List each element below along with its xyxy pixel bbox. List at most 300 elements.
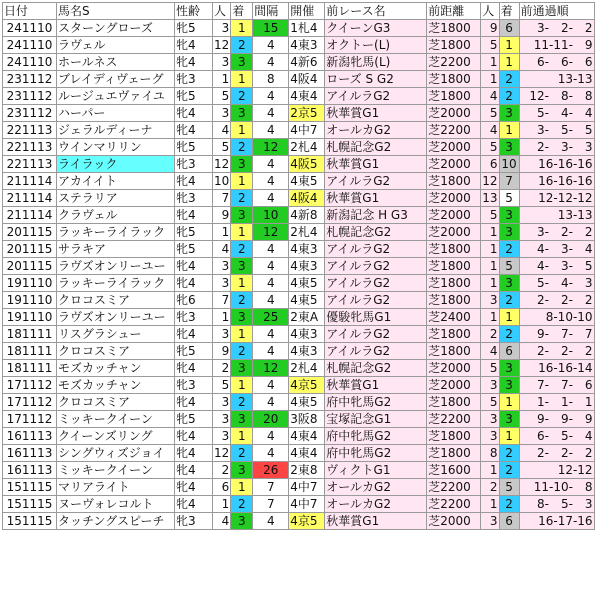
cell-sex-age: 牝5 — [175, 139, 213, 156]
cell-prev-passing: 1- 1- 1 — [519, 394, 594, 411]
cell-horse-name[interactable]: サラキア — [57, 241, 175, 258]
cell-meeting: 4阪5 — [289, 156, 325, 173]
header-gap: 間隔 — [253, 3, 289, 20]
cell-interval: 4 — [253, 428, 289, 445]
cell-sex-age: 牝4 — [175, 445, 213, 462]
cell-prev-passing: 12- 8- 8 — [519, 88, 594, 105]
cell-horse-name[interactable]: ラヴェル — [57, 37, 175, 54]
cell-meeting: 4東4 — [289, 428, 325, 445]
cell-sex-age: 牝3 — [175, 309, 213, 326]
cell-prev-distance: 芝2200 — [427, 122, 481, 139]
cell-finish: 3 — [231, 513, 253, 530]
cell-prev-distance: 芝2200 — [427, 411, 481, 428]
cell-prev-popularity: 3 — [481, 377, 499, 394]
cell-sex-age: 牝3 — [175, 190, 213, 207]
cell-horse-name[interactable]: ライラック — [57, 156, 175, 173]
cell-popularity: 3 — [213, 20, 231, 37]
cell-prev-popularity: 5 — [481, 139, 499, 156]
cell-prev-passing: 8- 5- 3 — [519, 496, 594, 513]
cell-prev-passing: 13-13 — [519, 207, 594, 224]
cell-interval: 10 — [253, 207, 289, 224]
cell-horse-name[interactable]: ウインマリリン — [57, 139, 175, 156]
cell-prev-finish: 1 — [499, 122, 519, 139]
cell-prev-popularity: 2 — [481, 326, 499, 343]
header-sexage: 性齢 — [175, 3, 213, 20]
cell-horse-name[interactable]: ラヴズオンリーユー — [57, 309, 175, 326]
cell-prev-popularity: 3 — [481, 292, 499, 309]
cell-horse-name[interactable]: スターングローズ — [57, 20, 175, 37]
cell-prev-finish: 3 — [499, 207, 519, 224]
cell-prev-finish: 3 — [499, 411, 519, 428]
cell-prev-race: アイルラG2 — [325, 292, 427, 309]
cell-sex-age: 牝4 — [175, 122, 213, 139]
cell-prev-passing: 6- 5- 4 — [519, 428, 594, 445]
cell-date: 151115 — [3, 479, 57, 496]
cell-date: 191110 — [3, 292, 57, 309]
cell-popularity: 1 — [213, 496, 231, 513]
cell-horse-name[interactable]: タッチングスピーチ — [57, 513, 175, 530]
cell-prev-finish: 2 — [499, 292, 519, 309]
cell-finish: 2 — [231, 292, 253, 309]
cell-meeting: 4東5 — [289, 292, 325, 309]
cell-interval: 25 — [253, 309, 289, 326]
cell-meeting: 4東5 — [289, 275, 325, 292]
cell-prev-finish: 2 — [499, 445, 519, 462]
cell-prev-race: 府中牝馬G2 — [325, 428, 427, 445]
cell-finish: 3 — [231, 105, 253, 122]
cell-meeting: 2札4 — [289, 139, 325, 156]
cell-prev-popularity: 9 — [481, 20, 499, 37]
cell-date: 241110 — [3, 37, 57, 54]
cell-popularity: 4 — [213, 122, 231, 139]
cell-prev-passing: 3- 2- 2 — [519, 224, 594, 241]
cell-horse-name[interactable]: ステラリア — [57, 190, 175, 207]
cell-meeting: 4東3 — [289, 37, 325, 54]
cell-meeting: 4新8 — [289, 207, 325, 224]
cell-date: 211114 — [3, 173, 57, 190]
cell-prev-passing: 8-10-10 — [519, 309, 594, 326]
cell-finish: 2 — [231, 445, 253, 462]
cell-prev-passing: 2- 2- 2 — [519, 292, 594, 309]
cell-interval: 4 — [253, 326, 289, 343]
cell-horse-name[interactable]: ラヴズオンリーユー — [57, 258, 175, 275]
cell-prev-passing: 7- 7- 6 — [519, 377, 594, 394]
cell-prev-race: オクトー(L) — [325, 37, 427, 54]
cell-horse-name[interactable]: クラヴェル — [57, 207, 175, 224]
cell-popularity: 3 — [213, 275, 231, 292]
cell-interval: 4 — [253, 190, 289, 207]
cell-prev-passing: 16-16-16 — [519, 173, 594, 190]
cell-prev-distance: 芝1800 — [427, 71, 481, 88]
cell-interval: 15 — [253, 20, 289, 37]
cell-popularity: 3 — [213, 411, 231, 428]
cell-popularity: 2 — [213, 462, 231, 479]
cell-prev-popularity: 1 — [481, 258, 499, 275]
cell-date: 171112 — [3, 377, 57, 394]
cell-sex-age: 牝4 — [175, 360, 213, 377]
cell-date: 211114 — [3, 190, 57, 207]
cell-popularity: 1 — [213, 71, 231, 88]
cell-prev-distance: 芝2200 — [427, 54, 481, 71]
cell-finish: 2 — [231, 241, 253, 258]
cell-prev-distance: 芝2000 — [427, 207, 481, 224]
cell-prev-distance: 芝1800 — [427, 258, 481, 275]
table-row — [3, 411, 595, 428]
cell-finish: 1 — [231, 326, 253, 343]
cell-horse-name[interactable]: クイーンズリング — [57, 428, 175, 445]
cell-date: 231112 — [3, 105, 57, 122]
cell-interval: 12 — [253, 224, 289, 241]
cell-prev-distance: 芝2000 — [427, 377, 481, 394]
cell-meeting: 3阪8 — [289, 411, 325, 428]
cell-date: 201115 — [3, 224, 57, 241]
table-row — [3, 122, 595, 139]
cell-popularity: 2 — [213, 360, 231, 377]
cell-prev-race: ローズ S G2 — [325, 71, 427, 88]
cell-prev-race: 府中牝馬G2 — [325, 445, 427, 462]
cell-prev-popularity: 5 — [481, 105, 499, 122]
cell-sex-age: 牝5 — [175, 241, 213, 258]
cell-horse-name[interactable]: モズカッチャン — [57, 360, 175, 377]
cell-horse-name[interactable]: ラッキーライラック — [57, 275, 175, 292]
cell-interval: 4 — [253, 258, 289, 275]
table-row — [3, 71, 595, 88]
cell-finish: 1 — [231, 275, 253, 292]
table-body — [3, 20, 595, 530]
cell-sex-age: 牝3 — [175, 513, 213, 530]
table-row — [3, 479, 595, 496]
cell-prev-finish: 10 — [499, 156, 519, 173]
cell-horse-name[interactable]: ミッキークイーン — [57, 411, 175, 428]
cell-finish: 2 — [231, 37, 253, 54]
cell-prev-finish: 2 — [499, 326, 519, 343]
cell-popularity: 12 — [214, 38, 230, 52]
cell-prev-distance: 芝2000 — [427, 513, 481, 530]
cell-prev-race: アイルラG2 — [325, 343, 427, 360]
cell-date: 151115 — [3, 513, 57, 530]
cell-meeting: 1札4 — [289, 20, 325, 37]
cell-prev-finish: 2 — [499, 496, 519, 513]
cell-prev-popularity: 3 — [481, 513, 499, 530]
table-row — [3, 360, 595, 377]
cell-meeting: 4東3 — [289, 258, 325, 275]
cell-sex-age: 牝4 — [175, 258, 213, 275]
cell-popularity: 9 — [213, 207, 231, 224]
cell-prev-finish: 1 — [499, 54, 519, 71]
header-course: 開催 — [289, 3, 325, 20]
cell-date: 201115 — [3, 258, 57, 275]
header-pass: 前通過順 — [519, 3, 594, 20]
cell-date: 161113 — [3, 462, 57, 479]
cell-popularity: 4 — [213, 241, 231, 258]
cell-prev-popularity: 5 — [481, 37, 499, 54]
cell-prev-popularity: 12 — [482, 174, 498, 188]
cell-interval: 26 — [253, 462, 289, 479]
table-row — [3, 224, 595, 241]
cell-sex-age: 牝3 — [175, 71, 213, 88]
cell-prev-race: 優駿牝馬G1 — [325, 309, 427, 326]
cell-sex-age: 牝6 — [175, 292, 213, 309]
cell-prev-finish: 1 — [499, 394, 519, 411]
cell-prev-race: 秋華賞G1 — [325, 156, 427, 173]
cell-prev-popularity: 1 — [481, 71, 499, 88]
table-row — [3, 241, 595, 258]
cell-popularity: 3 — [213, 428, 231, 445]
cell-prev-race: 新潟牝馬(L) — [325, 54, 427, 71]
cell-prev-distance: 芝1800 — [427, 292, 481, 309]
cell-prev-race: 秋華賞G1 — [325, 105, 427, 122]
table-row — [3, 139, 595, 156]
cell-interval: 12 — [253, 139, 289, 156]
cell-horse-name[interactable]: リスグラシュー — [57, 326, 175, 343]
race-results-table — [2, 2, 595, 530]
cell-meeting: 4東3 — [289, 241, 325, 258]
cell-interval: 4 — [253, 377, 289, 394]
cell-prev-popularity: 1 — [481, 241, 499, 258]
cell-prev-finish: 3 — [499, 224, 519, 241]
cell-prev-popularity: 8 — [481, 445, 499, 462]
cell-prev-popularity: 5 — [481, 207, 499, 224]
cell-sex-age: 牝4 — [175, 496, 213, 513]
cell-prev-popularity: 5 — [481, 360, 499, 377]
cell-prev-race: 秋華賞G1 — [325, 190, 427, 207]
table-row — [3, 445, 595, 462]
cell-date: 181111 — [3, 326, 57, 343]
cell-prev-race: アイルラG2 — [325, 275, 427, 292]
cell-sex-age: 牝4 — [175, 37, 213, 54]
cell-prev-finish: 3 — [499, 105, 519, 122]
cell-date: 221113 — [3, 156, 57, 173]
cell-prev-distance: 芝1800 — [427, 88, 481, 105]
cell-date: 171112 — [3, 394, 57, 411]
cell-finish: 3 — [231, 207, 253, 224]
cell-horse-name[interactable]: アカイイト — [57, 173, 175, 190]
cell-finish: 1 — [231, 173, 253, 190]
cell-prev-race: 札幌記念G2 — [325, 224, 427, 241]
header-ppop: 人 — [481, 3, 499, 20]
cell-prev-passing: 2- 2- 2 — [519, 343, 594, 360]
cell-prev-finish: 1 — [499, 309, 519, 326]
cell-meeting: 4東5 — [289, 173, 325, 190]
table-row — [3, 105, 595, 122]
cell-prev-passing: 9- 7- 7 — [519, 326, 594, 343]
cell-interval: 4 — [253, 275, 289, 292]
header-row — [3, 3, 595, 20]
cell-sex-age: 牝4 — [175, 173, 213, 190]
cell-horse-name[interactable]: クロコスミア — [57, 343, 175, 360]
table-row — [3, 258, 595, 275]
cell-prev-popularity: 1 — [481, 275, 499, 292]
cell-prev-distance: 芝2000 — [427, 105, 481, 122]
cell-prev-race: 秋華賞G1 — [325, 513, 427, 530]
cell-prev-finish: 3 — [499, 275, 519, 292]
cell-prev-popularity: 1 — [481, 496, 499, 513]
cell-prev-popularity: 1 — [481, 309, 499, 326]
cell-prev-passing: 16-16-16 — [519, 156, 594, 173]
cell-meeting: 4東3 — [289, 343, 325, 360]
table-row — [3, 173, 595, 190]
cell-sex-age: 牝3 — [175, 377, 213, 394]
cell-meeting: 2京5 — [289, 105, 325, 122]
table-row — [3, 275, 595, 292]
cell-finish: 1 — [231, 377, 253, 394]
cell-meeting: 4中7 — [289, 479, 325, 496]
cell-horse-name[interactable]: シングウィズジョイ — [57, 445, 175, 462]
cell-finish: 3 — [231, 54, 253, 71]
header-dist: 前距離 — [427, 3, 481, 20]
cell-popularity: 1 — [213, 224, 231, 241]
cell-sex-age: 牝5 — [175, 20, 213, 37]
cell-horse-name[interactable]: ハーパー — [57, 105, 175, 122]
header-name: 馬名S — [57, 3, 175, 20]
cell-horse-name[interactable]: モズカッチャン — [57, 377, 175, 394]
cell-meeting: 4中7 — [289, 496, 325, 513]
cell-prev-passing: 2- 3- 3 — [519, 139, 594, 156]
cell-horse-name[interactable]: ジェラルディーナ — [57, 122, 175, 139]
table-row — [3, 377, 595, 394]
cell-prev-race: クイーンG3 — [325, 20, 427, 37]
cell-finish: 3 — [231, 156, 253, 173]
cell-popularity: 5 — [213, 88, 231, 105]
cell-prev-passing: 12-12-12 — [519, 190, 594, 207]
cell-prev-finish: 2 — [499, 241, 519, 258]
cell-prev-distance: 芝2000 — [427, 139, 481, 156]
cell-prev-popularity: 6 — [481, 156, 499, 173]
cell-date: 191110 — [3, 275, 57, 292]
cell-interval: 4 — [253, 54, 289, 71]
cell-popularity: 3 — [213, 326, 231, 343]
cell-prev-race: 札幌記念G2 — [325, 139, 427, 156]
cell-sex-age: 牝4 — [175, 54, 213, 71]
cell-finish: 2 — [231, 394, 253, 411]
cell-sex-age: 牝4 — [175, 275, 213, 292]
table-row — [3, 343, 595, 360]
cell-finish: 2 — [231, 139, 253, 156]
cell-interval: 4 — [253, 241, 289, 258]
cell-horse-name[interactable]: ラッキーライラック — [57, 224, 175, 241]
cell-prev-distance: 芝2000 — [427, 224, 481, 241]
cell-interval: 12 — [253, 360, 289, 377]
cell-finish: 1 — [231, 20, 253, 37]
cell-popularity: 3 — [213, 105, 231, 122]
cell-prev-race: 新潟記念 H G3 — [325, 207, 427, 224]
cell-prev-passing: 4- 3- 4 — [519, 241, 594, 258]
cell-date: 171112 — [3, 411, 57, 428]
cell-sex-age: 牝5 — [175, 411, 213, 428]
cell-meeting: 2東A — [289, 309, 325, 326]
header-date: 日付 — [3, 3, 57, 20]
cell-prev-distance: 芝2000 — [427, 156, 481, 173]
cell-prev-passing: 16-17-16 — [519, 513, 594, 530]
cell-popularity: 5 — [213, 139, 231, 156]
cell-finish: 2 — [231, 496, 253, 513]
cell-finish: 2 — [231, 190, 253, 207]
cell-prev-distance: 芝2200 — [427, 479, 481, 496]
cell-prev-finish: 7 — [499, 173, 519, 190]
cell-prev-finish: 5 — [499, 479, 519, 496]
cell-horse-name[interactable]: ブレイディヴェーグ — [57, 71, 175, 88]
cell-meeting: 2札4 — [289, 224, 325, 241]
cell-popularity: 3 — [213, 394, 231, 411]
cell-prev-distance: 芝2200 — [427, 496, 481, 513]
cell-date: 151115 — [3, 496, 57, 513]
cell-horse-name[interactable]: ヌーヴォレコルト — [57, 496, 175, 513]
cell-interval: 4 — [253, 105, 289, 122]
cell-horse-name[interactable]: ルージュエヴァイユ — [57, 88, 175, 105]
cell-prev-passing: 9- 9- 9 — [519, 411, 594, 428]
cell-horse-name[interactable]: ホールネス — [57, 54, 175, 71]
table-row — [3, 513, 595, 530]
cell-prev-finish: 1 — [499, 37, 519, 54]
cell-sex-age: 牝5 — [175, 343, 213, 360]
cell-finish: 3 — [231, 360, 253, 377]
cell-date: 161113 — [3, 428, 57, 445]
cell-prev-passing: 4- 3- 5 — [519, 258, 594, 275]
cell-prev-distance: 芝1800 — [427, 326, 481, 343]
cell-horse-name[interactable]: ミッキークイーン — [57, 462, 175, 479]
table-row — [3, 309, 595, 326]
cell-interval: 4 — [253, 156, 289, 173]
cell-prev-race: オールカG2 — [325, 496, 427, 513]
cell-date: 241110 — [3, 20, 57, 37]
cell-prev-distance: 芝1800 — [427, 445, 481, 462]
cell-prev-popularity: 1 — [481, 462, 499, 479]
cell-popularity: 3 — [213, 258, 231, 275]
cell-sex-age: 牝4 — [175, 428, 213, 445]
cell-prev-finish: 2 — [499, 462, 519, 479]
cell-prev-finish: 5 — [499, 190, 519, 207]
cell-prev-finish: 2 — [499, 88, 519, 105]
cell-date: 221113 — [3, 122, 57, 139]
cell-meeting: 4東3 — [289, 326, 325, 343]
cell-popularity: 1 — [213, 309, 231, 326]
cell-prev-popularity: 2 — [481, 479, 499, 496]
cell-interval: 4 — [253, 173, 289, 190]
cell-horse-name[interactable]: マリアライト — [57, 479, 175, 496]
cell-finish: 2 — [231, 88, 253, 105]
cell-interval: 4 — [253, 122, 289, 139]
cell-popularity: 7 — [213, 190, 231, 207]
cell-finish: 2 — [231, 343, 253, 360]
cell-prev-popularity: 1 — [481, 224, 499, 241]
cell-sex-age: 牝4 — [175, 207, 213, 224]
cell-interval: 4 — [253, 37, 289, 54]
cell-horse-name[interactable]: クロコスミア — [57, 394, 175, 411]
cell-prev-distance: 芝2000 — [427, 360, 481, 377]
cell-meeting: 4中7 — [289, 122, 325, 139]
cell-prev-passing: 3- 2- 2 — [519, 20, 594, 37]
cell-finish: 1 — [231, 71, 253, 88]
cell-meeting: 4東4 — [289, 445, 325, 462]
cell-interval: 4 — [253, 292, 289, 309]
cell-date: 181111 — [3, 360, 57, 377]
cell-horse-name[interactable]: クロコスミア — [57, 292, 175, 309]
cell-prev-finish: 6 — [499, 513, 519, 530]
cell-date: 161113 — [3, 445, 57, 462]
cell-finish: 1 — [231, 122, 253, 139]
cell-interval: 7 — [253, 479, 289, 496]
cell-prev-finish: 6 — [499, 20, 519, 37]
cell-prev-distance: 芝1800 — [427, 275, 481, 292]
cell-prev-distance: 芝1800 — [427, 20, 481, 37]
cell-finish: 3 — [231, 411, 253, 428]
cell-prev-passing: 11-10- 8 — [519, 479, 594, 496]
cell-prev-distance: 芝1600 — [427, 462, 481, 479]
cell-meeting: 4阪4 — [289, 71, 325, 88]
cell-sex-age: 牝4 — [175, 462, 213, 479]
cell-interval: 4 — [253, 513, 289, 530]
cell-finish: 3 — [231, 309, 253, 326]
